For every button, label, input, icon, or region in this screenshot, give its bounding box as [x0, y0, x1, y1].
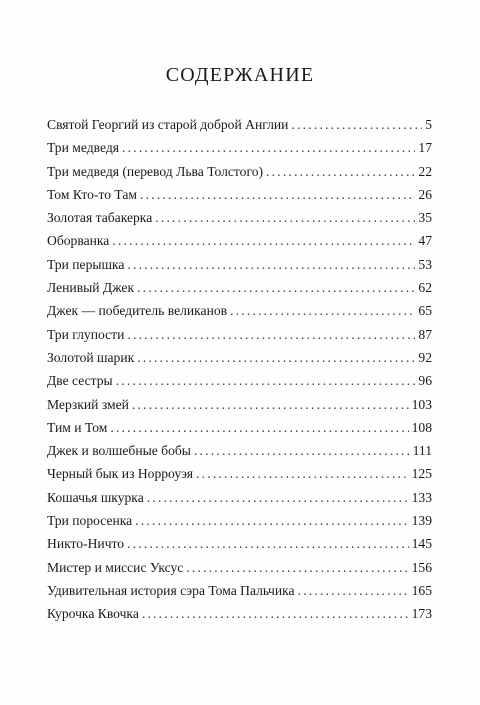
dot-leader [110, 419, 408, 437]
toc-entry-page-number: 62 [418, 280, 432, 296]
toc-entry-page-number: 173 [411, 606, 432, 622]
toc-entry-title: Три медведя [47, 140, 119, 156]
toc-entry-title: Мистер и миссис Уксус [47, 559, 184, 575]
toc-entry-page-number: 145 [411, 536, 432, 552]
dot-leader [186, 559, 408, 577]
toc-entry-title: Черный бык из Норроуэя [47, 466, 194, 482]
dot-leader [132, 396, 409, 414]
toc-entry-page-number: 111 [412, 443, 432, 459]
toc-entry[interactable] [47, 419, 432, 442]
toc-entry[interactable] [47, 349, 432, 372]
toc-entry-title: Тим и Том [47, 419, 108, 435]
toc-entry-page-number: 92 [418, 349, 432, 365]
toc-entry[interactable] [47, 372, 432, 395]
dot-leader [298, 582, 409, 600]
toc-entry[interactable] [47, 465, 432, 488]
dot-leader [127, 256, 415, 274]
toc-entry-title: Три медведя (перевод Льва Толстого) [47, 163, 264, 179]
toc-entry-page-number: 165 [411, 582, 432, 598]
toc-entry[interactable] [47, 279, 432, 302]
toc-entry-page-number: 26 [418, 186, 432, 202]
dot-leader [122, 139, 415, 157]
toc-entry-page-number: 139 [411, 513, 432, 529]
dot-leader [194, 442, 410, 460]
dot-leader [116, 372, 416, 390]
dot-leader [196, 465, 409, 483]
toc-entry[interactable] [47, 582, 432, 605]
dot-leader [155, 209, 415, 227]
dot-leader [137, 349, 415, 367]
dot-leader [147, 489, 409, 507]
toc-entry[interactable] [47, 326, 432, 349]
toc-entry-title: Удивительная история сэра Тома Пальчика [47, 582, 295, 598]
toc-entry-page-number: 103 [411, 396, 432, 412]
toc-entry[interactable] [47, 442, 432, 465]
toc-entry-title: Мерзкий змей [47, 396, 129, 412]
toc-entry[interactable] [47, 535, 432, 558]
dot-leader [127, 326, 415, 344]
toc-entry-page-number: 125 [411, 466, 432, 482]
toc-entry-title: Оборванка [47, 233, 110, 249]
toc-entry-title: Курочка Квочка [47, 606, 139, 622]
toc-entry[interactable] [47, 302, 432, 325]
toc-entry-title: Кошачья шкурка [47, 489, 144, 505]
toc-entry[interactable] [47, 209, 432, 232]
dot-leader [137, 279, 415, 297]
table-of-contents [47, 116, 432, 629]
toc-entry-title: Три поросенка [47, 513, 133, 529]
toc-entry-title: Две сестры [47, 373, 113, 389]
toc-entry-page-number: 133 [411, 489, 432, 505]
toc-entry-title: Золотая табакерка [47, 210, 153, 226]
toc-entry-title: Святой Георгий из старой доброй Англии [47, 117, 289, 132]
toc-entry[interactable] [47, 559, 432, 582]
toc-entry[interactable] [47, 512, 432, 535]
toc-entry-page-number: 108 [411, 419, 432, 435]
toc-entry-title: Джек и волшебные бобы [47, 443, 191, 459]
toc-entry[interactable] [47, 232, 432, 255]
toc-entry-title: Ленивый Джек [47, 280, 135, 296]
toc-entry-page-number: 47 [418, 233, 432, 249]
dot-leader [140, 186, 415, 204]
toc-entry-title: Три перышка [47, 256, 125, 272]
toc-entry[interactable] [47, 489, 432, 512]
toc-entry-title: Джек — победитель великанов [47, 303, 228, 319]
dot-leader [266, 163, 415, 181]
toc-entry-page-number: 65 [418, 303, 432, 319]
dot-leader [291, 116, 422, 134]
toc-entry-page-number: 96 [418, 373, 432, 389]
page-title: СОДЕРЖАНИЕ [165, 64, 315, 86]
toc-entry-page-number: 22 [418, 163, 432, 179]
dot-leader [142, 605, 409, 623]
toc-entry-title: Три глупости [47, 326, 125, 342]
toc-entry[interactable] [47, 396, 432, 419]
toc-entry-page-number: 5 [425, 117, 432, 132]
toc-entry[interactable] [47, 186, 432, 209]
toc-entry-title: Золотой шарик [47, 349, 135, 365]
toc-entry-page-number: 53 [418, 256, 432, 272]
toc-entry[interactable] [47, 163, 432, 186]
toc-entry-title: Никто-Ничто [47, 536, 125, 552]
toc-entry[interactable] [47, 605, 432, 628]
toc-entry-page-number: 17 [418, 140, 432, 156]
dot-leader [112, 232, 415, 250]
dot-leader [127, 535, 409, 553]
dot-leader [230, 302, 415, 320]
toc-entry[interactable] [47, 256, 432, 279]
toc-entry-page-number: 156 [411, 559, 432, 575]
toc-entry-page-number: 35 [418, 210, 432, 226]
toc-entry[interactable] [47, 139, 432, 162]
toc-entry-page-number: 87 [418, 326, 432, 342]
dot-leader [135, 512, 408, 530]
toc-entry[interactable] [47, 116, 432, 139]
toc-entry-title: Том Кто-то Там [47, 186, 138, 202]
